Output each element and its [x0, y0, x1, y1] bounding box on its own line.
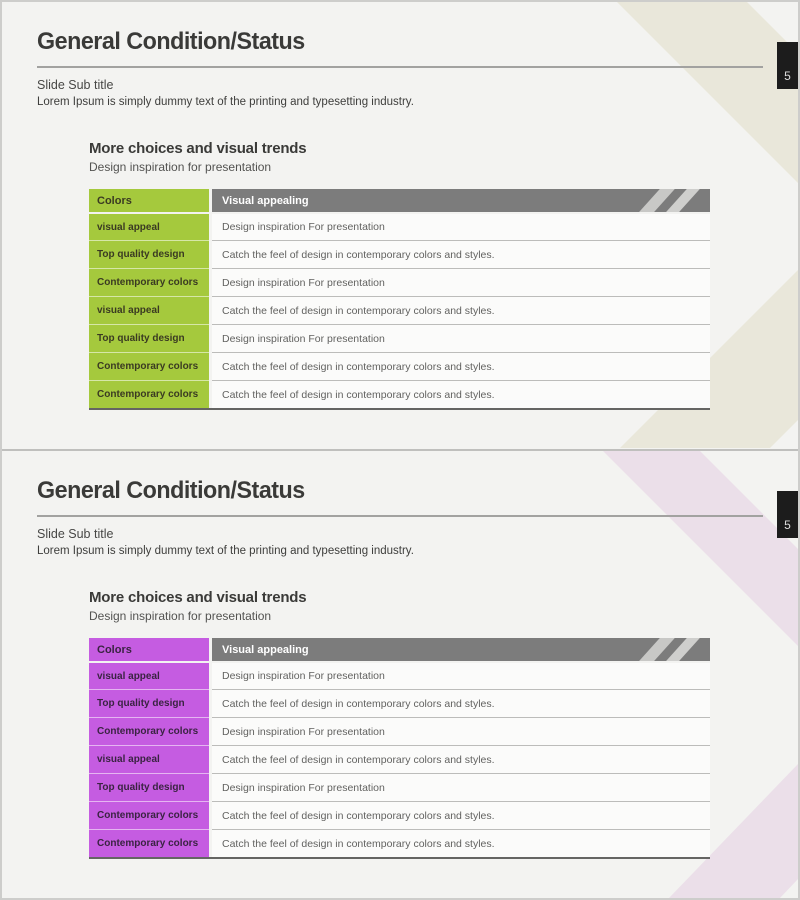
header-diagonal-stripes-decoration: [625, 638, 710, 661]
table-body: [89, 212, 710, 410]
table-header-row: [89, 638, 710, 661]
row-label-cell: Contemporary colors: [89, 829, 209, 857]
row-label-cell: Contemporary colors: [89, 268, 209, 296]
row-label-cell: Contemporary colors: [89, 380, 209, 408]
row-label-cell: Top quality design: [89, 240, 209, 268]
table-row: [89, 240, 710, 268]
row-label-cell: Top quality design: [89, 689, 209, 717]
table-header-left-cell: Colors: [89, 638, 209, 661]
table-header-row: [89, 189, 710, 212]
row-value-cell: Design inspiration For presentation: [212, 773, 710, 801]
row-value-cell: Design inspiration For presentation: [212, 661, 710, 689]
row-value-cell: Catch the feel of design in contemporary colors and styles.: [212, 296, 710, 324]
table-row: [89, 801, 710, 829]
row-value-cell: Catch the feel of design in contemporary colors and styles.: [212, 240, 710, 268]
slide-content: [89, 589, 710, 859]
slide-title: General Condition/Status: [37, 477, 305, 504]
page-number: 5: [784, 518, 791, 532]
table-body: [89, 661, 710, 859]
page-number-box: [777, 42, 798, 89]
row-label-cell: visual appeal: [89, 212, 209, 240]
title-underline: [37, 66, 763, 68]
content-table: [89, 638, 710, 859]
row-value-cell: Design inspiration For presentation: [212, 268, 710, 296]
row-label-cell: Contemporary colors: [89, 352, 209, 380]
table-header-right-label: Visual appealing: [222, 643, 309, 656]
row-label-cell: Top quality design: [89, 324, 209, 352]
slide-subtitle: Slide Sub title: [37, 527, 114, 541]
slide-subtitle: Slide Sub title: [37, 78, 114, 92]
slide-description: Lorem Ipsum is simply dummy text of the printing and typesetting industry.: [37, 96, 414, 108]
section-heading: More choices and visual trends: [89, 140, 307, 157]
page-number-box: [777, 491, 798, 538]
table-row: [89, 324, 710, 352]
row-value-cell: Design inspiration For presentation: [212, 324, 710, 352]
table-row: [89, 661, 710, 689]
table-header-right-cell: [212, 638, 710, 661]
slide-title: General Condition/Status: [37, 28, 305, 55]
section-subheading: Design inspiration for presentation: [89, 609, 272, 623]
slide-2: [2, 451, 798, 898]
table-row: [89, 829, 710, 857]
row-value-cell: Catch the feel of design in contemporary colors and styles.: [212, 380, 710, 408]
row-label-cell: Contemporary colors: [89, 717, 209, 745]
table-row: [89, 745, 710, 773]
table-row: [89, 352, 710, 380]
row-value-cell: Catch the feel of design in contemporary colors and styles.: [212, 801, 710, 829]
section-heading: More choices and visual trends: [89, 589, 307, 606]
row-value-cell: Catch the feel of design in contemporary colors and styles.: [212, 352, 710, 380]
table-header-left-cell: Colors: [89, 189, 209, 212]
row-label-cell: visual appeal: [89, 296, 209, 324]
row-value-cell: Catch the feel of design in contemporary colors and styles.: [212, 829, 710, 857]
table-header-right-cell: [212, 189, 710, 212]
row-label-cell: Top quality design: [89, 773, 209, 801]
table-row: [89, 773, 710, 801]
slide-1: [2, 2, 798, 449]
header-diagonal-stripes-decoration: [625, 189, 710, 212]
table-row: [89, 296, 710, 324]
content-table: [89, 189, 710, 410]
slide-description: Lorem Ipsum is simply dummy text of the printing and typesetting industry.: [37, 545, 414, 557]
row-value-cell: Catch the feel of design in contemporary colors and styles.: [212, 689, 710, 717]
table-row: [89, 380, 710, 408]
table-row: [89, 717, 710, 745]
row-label-cell: Contemporary colors: [89, 801, 209, 829]
table-header-right-label: Visual appealing: [222, 194, 309, 207]
slide-separator: [2, 449, 798, 451]
row-value-cell: Design inspiration For presentation: [212, 212, 710, 240]
title-underline: [37, 515, 763, 517]
row-label-cell: visual appeal: [89, 661, 209, 689]
section-subheading: Design inspiration for presentation: [89, 160, 272, 174]
slide-content: [89, 140, 710, 410]
page-number: 5: [784, 69, 791, 83]
row-label-cell: visual appeal: [89, 745, 209, 773]
row-value-cell: Design inspiration For presentation: [212, 717, 710, 745]
table-row: [89, 268, 710, 296]
table-row: [89, 689, 710, 717]
row-value-cell: Catch the feel of design in contemporary colors and styles.: [212, 745, 710, 773]
table-row: [89, 212, 710, 240]
